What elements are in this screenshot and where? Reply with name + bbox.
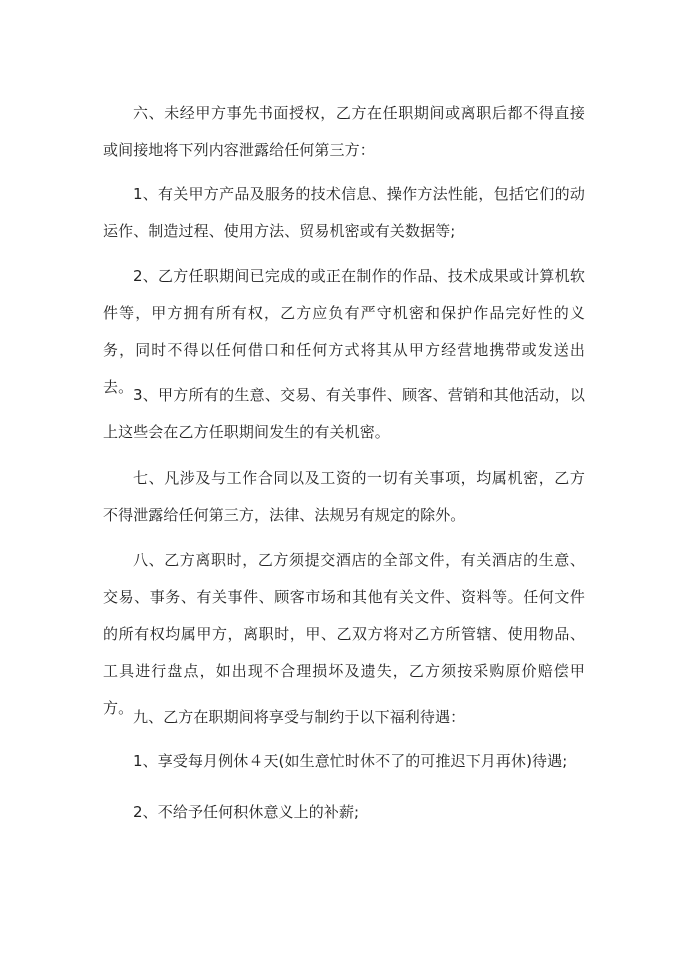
paragraph-6-item-1: 1、有关甲方产品及服务的技术信息、操作方法性能，包括它们的动运作、制造过程、使用方法、贸易机密或有关数据等; <box>103 185 585 240</box>
paragraph-9-item-2: 2、不给予任何积休意义上的补薪; <box>133 803 360 821</box>
paragraph-9-item-1: 1、享受每月例休４天(如生意忙时休不了的可推迟下月再休)待遇; <box>133 752 568 770</box>
paragraph-6-item-3: 3、甲方所有的生意、交易、有关事件、顾客、营销和其他活动，以上这些会在乙方任职期间发生的有关机密。 <box>103 386 585 441</box>
paragraph-8: 八、乙方离职时，乙方须提交酒店的全部文件，有关酒店的生意、交易、事务、有关事件、顾客市场和其他有关文件、资料等。任何文件的所有权均属甲方，离职时，甲、乙双方将对乙方所管辖、使用物品、工具进行盘点，如出现不合理损坏及遗失，乙方须按采购原价赔偿甲方。 <box>103 551 585 717</box>
paragraph-6-item-2: 2、乙方任职期间已完成的或正在制作的作品、技术成果或计算机软件等，甲方拥有所有权，乙方应负有严守机密和保护作品完好性的义务，同时不得以任何借口和任何方式将其从甲方经营地携带或发送出去。 <box>103 267 585 396</box>
paragraph-9-intro: 九、乙方在职期间将享受与制约于以下福利待遇： <box>133 708 466 726</box>
paragraph-7: 七、凡涉及与工作合同以及工资的一切有关事项，均属机密，乙方不得泄露给任何第三方，法律、法规另有规定的除外。 <box>103 469 585 524</box>
paragraph-6-intro: 六、未经甲方事先书面授权，乙方在任职期间或离职后都不得直接或间接地将下列内容泄露给任何第三方： <box>103 104 585 159</box>
